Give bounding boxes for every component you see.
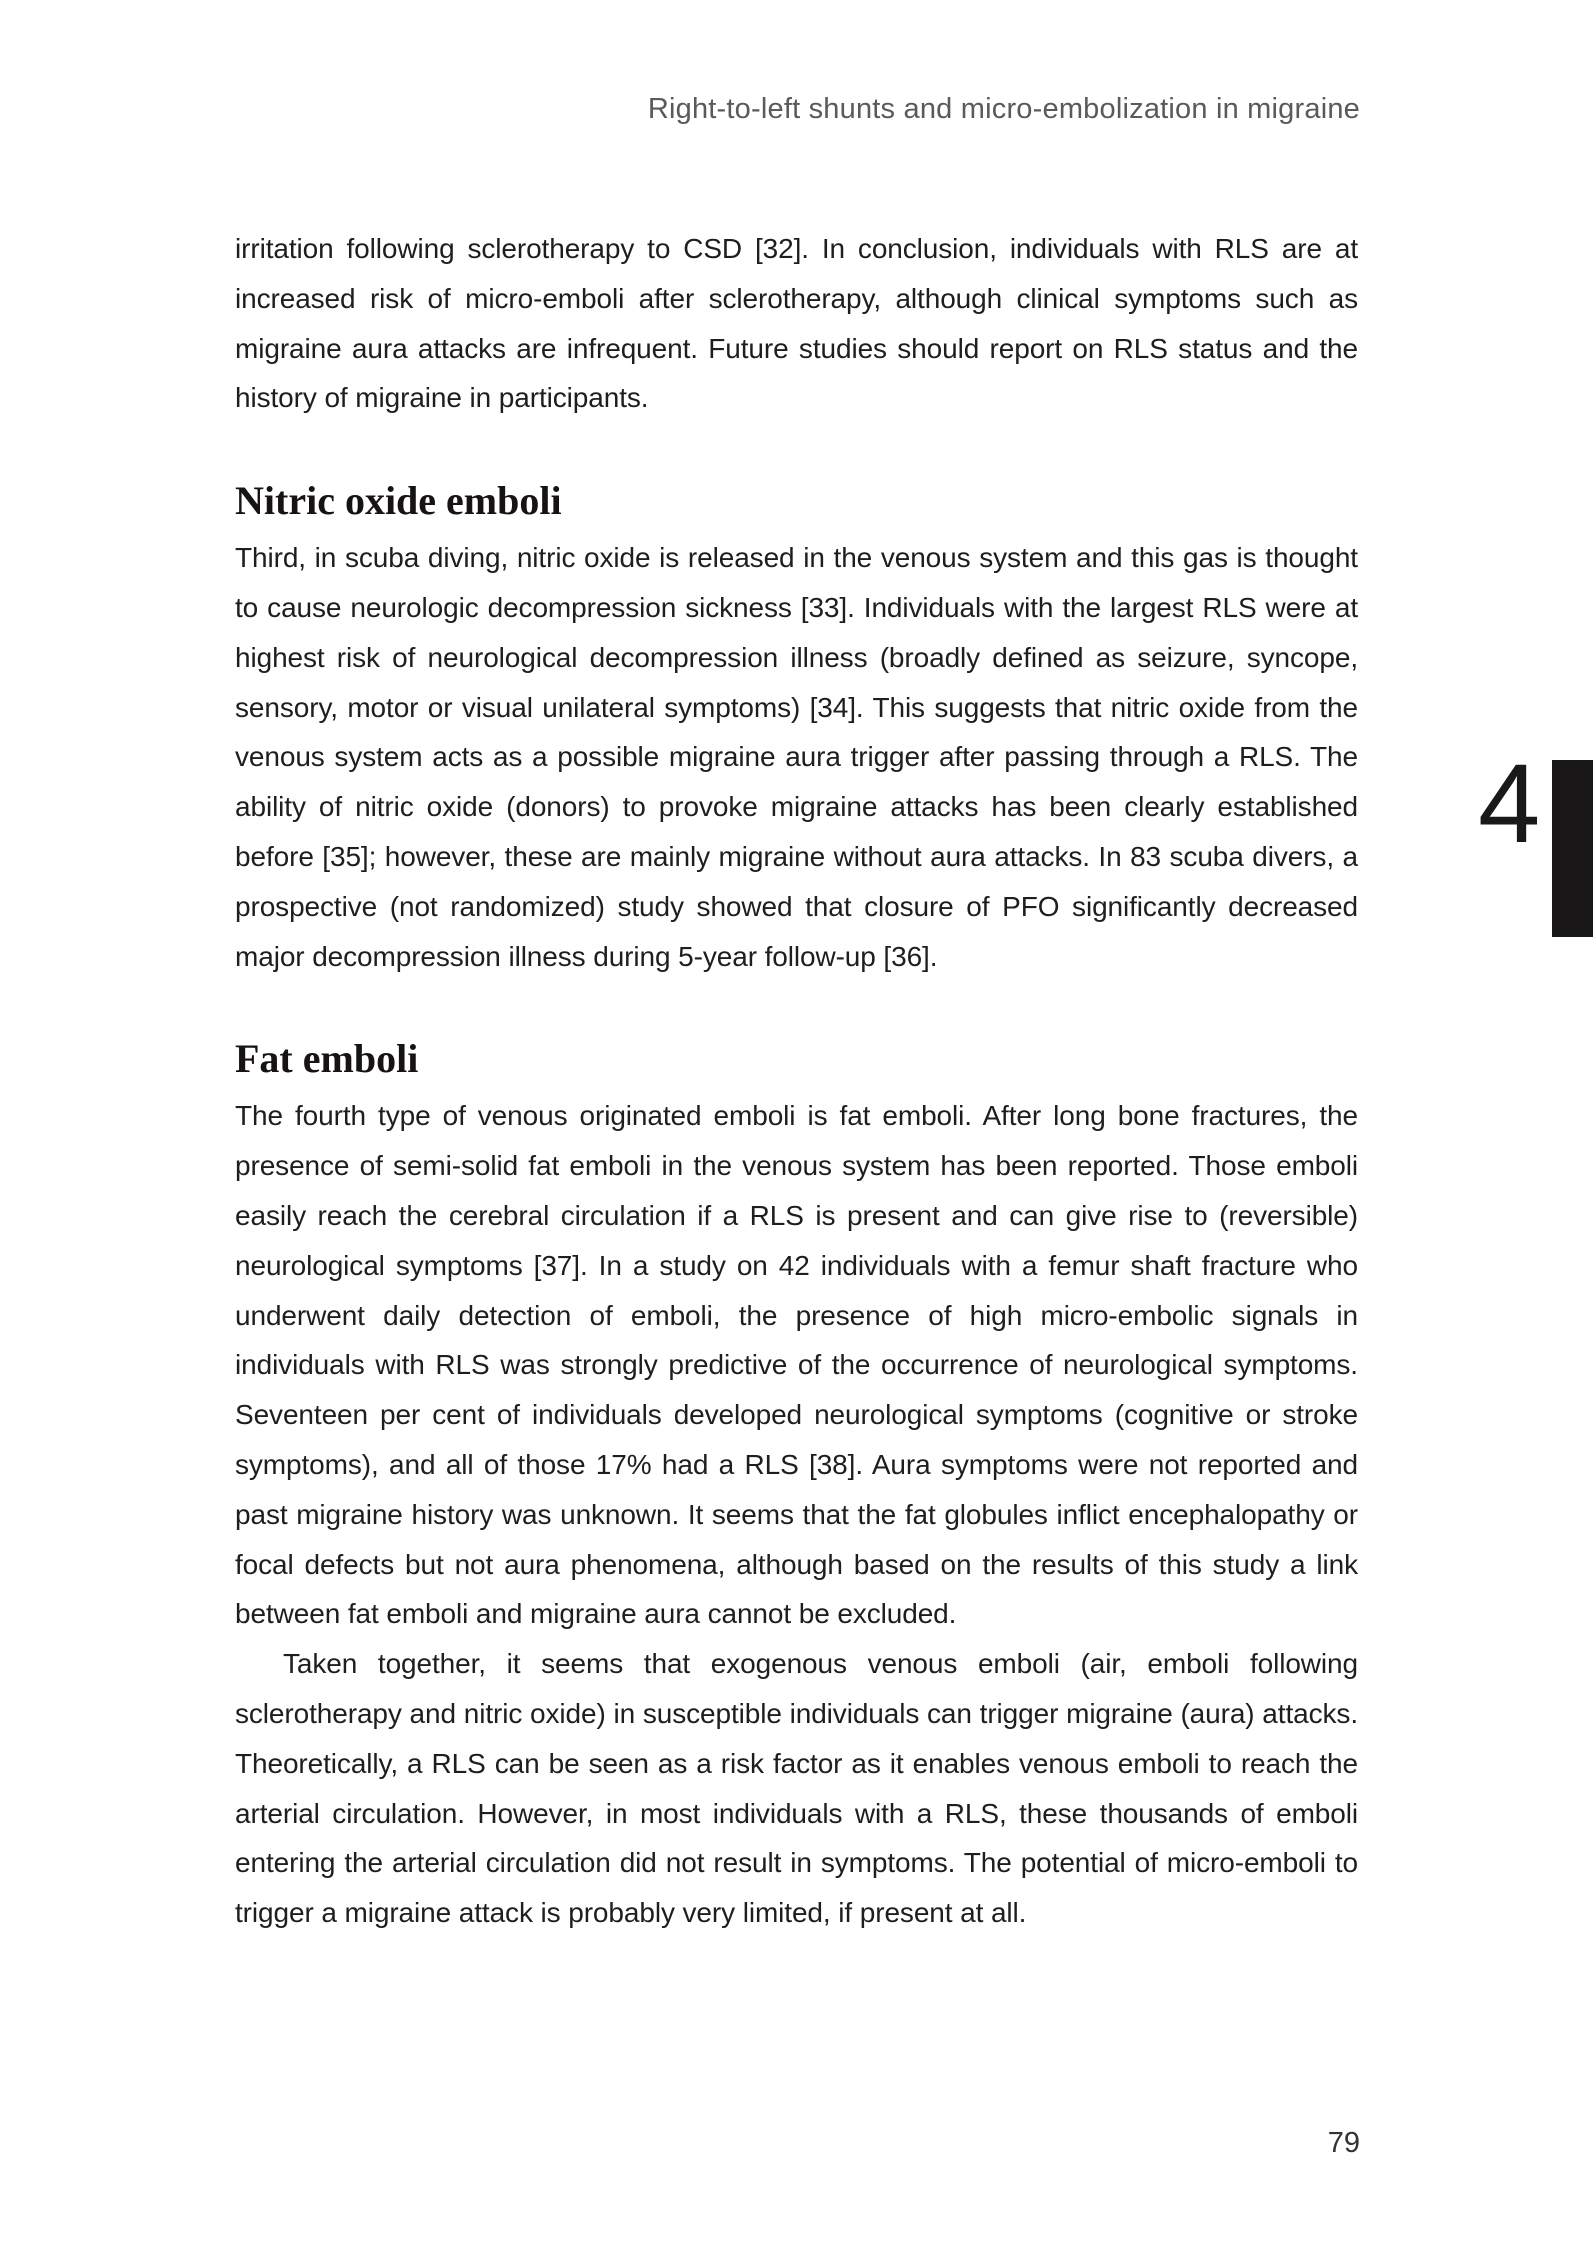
section-paragraph: The fourth type of venous originated emboli is fat emboli. After long bone fractures, the presence of semi-solid fat emboli in the venous system has been reported. Those emboli easily reach the cerebral circulation if a RLS is present and can give rise to (reversible) neurological symptoms [37]. In a study on 42 individuals with a femur shaft fracture who underwent daily detection of emboli, the presence of high micro-embolic signals in individuals with RLS was strongly predictive of the occurrence of neurological symptoms. Seventeen per cent of individuals developed neurological symptoms (cognitive or stroke symptoms), and all of those 17% had a RLS [38]. Aura symptoms were not reported and past migraine history was unknown. It seems that the fat globules inflict encephalopathy or focal defects but not aura phenomena, although based on the results of this study a link between fat emboli and migraine aura cannot be excluded. (235, 1100, 1358, 1630)
intro-paragraph: irritation following sclerotherapy to CSD [32]. In conclusion, individuals with RLS are at increased risk of micro-emboli after sclerotherapy, although clinical symptoms such as migraine aura attacks are infrequent. Future studies should report on RLS status and the history of migraine in participants. (235, 233, 1358, 414)
chapter-tab-bar (1552, 760, 1593, 937)
section-paragraph: Taken together, it seems that exogenous venous emboli (air, emboli following sclerotherapy and nitric oxide) in susceptible individuals can trigger migraine (aura) attacks. Theoretically, a RLS can be seen as a risk factor as it enables venous emboli to reach the arterial circulation. However, in most individuals with a RLS, these thousands of emboli entering the arterial circulation did not result in symptoms. The potential of micro-emboli to trigger a migraine attack is probably very limited, if present at all. (235, 1648, 1358, 1929)
chapter-number: 4 (1478, 741, 1541, 866)
running-header: Right-to-left shunts and micro-embolization in migraine (647, 93, 1360, 125)
page-number: 79 (1327, 2127, 1360, 2159)
section-heading-fat-emboli: Fat emboli (235, 1036, 419, 1082)
section-paragraph: Third, in scuba diving, nitric oxide is released in the venous system and this gas is thought to cause neurologic decompression sickness [33]. Individuals with the largest RLS were at highest risk of neurological decompression illness (broadly defined as seizure, syncope, sensory, motor or visual unilateral symptoms) [34]. This suggests that nitric oxide from the venous system acts as a possible migraine aura trigger after passing through a RLS. The ability of nitric oxide (donors) to provoke migraine attacks has been clearly established before [35]; however, these are mainly migraine without aura attacks. In 83 scuba divers, a prospective (not randomized) study showed that closure of PFO significantly decreased major decompression illness during 5-year follow-up [36]. (235, 542, 1358, 972)
section-heading-nitric-oxide-emboli: Nitric oxide emboli (235, 478, 562, 524)
text-column (235, 224, 1358, 1938)
